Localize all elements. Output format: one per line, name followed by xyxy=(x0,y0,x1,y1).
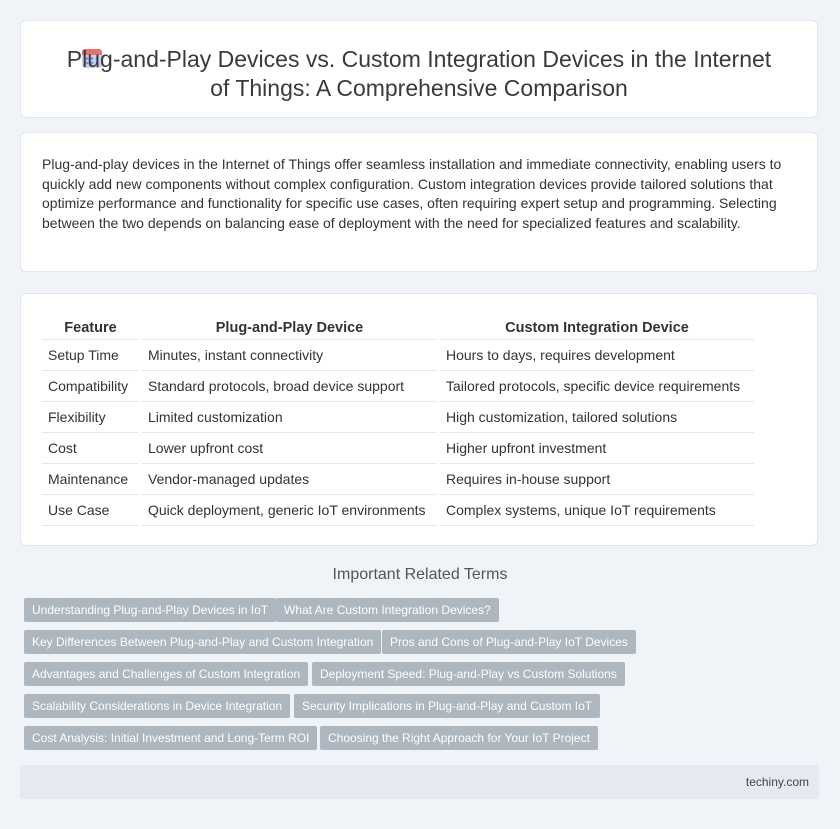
header-feature: Feature xyxy=(42,315,141,340)
table-cell: Standard protocols, broad device support xyxy=(141,371,439,402)
intro-card xyxy=(20,132,818,272)
related-term-tag[interactable]: Choosing the Right Approach for Your IoT Project xyxy=(320,726,598,750)
table-cell: Complex systems, unique IoT requirements xyxy=(439,495,755,526)
table-row xyxy=(42,340,754,371)
title-card xyxy=(20,20,818,118)
related-term-tag[interactable]: Cost Analysis: Initial Investment and Long-Term ROI xyxy=(24,726,317,750)
intro-paragraph: Plug-and-play devices in the Internet of Things offer seamless installation and immediate connectivity, enabling users to quickly add new components without complex configuration. Custom integration devices provide tailored solutions that optimize performance and functionality for specific use cases, often requiring expert setup and programming. Selecting between the two depends on balancing ease of deployment with the need for specialized features and scalability. xyxy=(42,156,782,231)
comparison-card xyxy=(20,293,818,546)
table-cell: Lower upfront cost xyxy=(141,433,439,464)
related-term-tag[interactable]: Key Differences Between Plug-and-Play and Custom Integration xyxy=(24,630,381,654)
header-custom-integration: Custom Integration Device xyxy=(439,315,755,340)
related-term-tag[interactable]: Pros and Cons of Plug-and-Play IoT Devices xyxy=(382,630,636,654)
table-cell: Hours to days, requires development xyxy=(439,340,755,371)
table-row xyxy=(42,464,754,495)
table-cell: Quick deployment, generic IoT environments xyxy=(141,495,439,526)
footer xyxy=(20,765,819,799)
related-term-tag[interactable]: Deployment Speed: Plug-and-Play vs Custom Solutions xyxy=(312,662,625,686)
table-cell: Maintenance xyxy=(42,464,141,495)
related-term-tag[interactable]: Advantages and Challenges of Custom Integration xyxy=(24,662,308,686)
table-cell: Compatibility xyxy=(42,371,141,402)
related-term-tag[interactable]: What Are Custom Integration Devices? xyxy=(276,598,499,622)
table-cell: Vendor-managed updates xyxy=(141,464,439,495)
table-cell: Higher upfront investment xyxy=(439,433,755,464)
table-row xyxy=(42,402,754,433)
table-cell: Limited customization xyxy=(141,402,439,433)
comparison-table xyxy=(42,315,754,526)
page-title: Plug-and-Play Devices vs. Custom Integration Devices in the Internet of Things: A Comprehensive Comparison xyxy=(66,46,772,101)
table-row xyxy=(42,433,754,464)
related-terms-heading: Important Related Terms xyxy=(332,566,508,583)
header-plug-and-play: Plug-and-Play Device xyxy=(141,315,439,340)
table-cell: Tailored protocols, specific device requirements xyxy=(439,371,755,402)
table-cell: High customization, tailored solutions xyxy=(439,402,755,433)
related-term-tag[interactable]: Scalability Considerations in Device Integration xyxy=(24,694,290,718)
table-row xyxy=(42,371,754,402)
table-cell: Setup Time xyxy=(42,340,141,371)
table-cell: Minutes, instant connectivity xyxy=(141,340,439,371)
related-term-tag[interactable]: Security Implications in Plug-and-Play and Custom IoT xyxy=(294,694,600,718)
table-cell: Cost xyxy=(42,433,141,464)
table-cell: Use Case xyxy=(42,495,141,526)
table-cell: Flexibility xyxy=(42,402,141,433)
table-row xyxy=(42,495,754,526)
table-cell: Requires in-house support xyxy=(439,464,755,495)
table-header-row xyxy=(42,315,754,340)
site-name[interactable]: techiny.com xyxy=(745,775,809,789)
related-term-tag[interactable]: Understanding Plug-and-Play Devices in IoT xyxy=(24,598,276,622)
